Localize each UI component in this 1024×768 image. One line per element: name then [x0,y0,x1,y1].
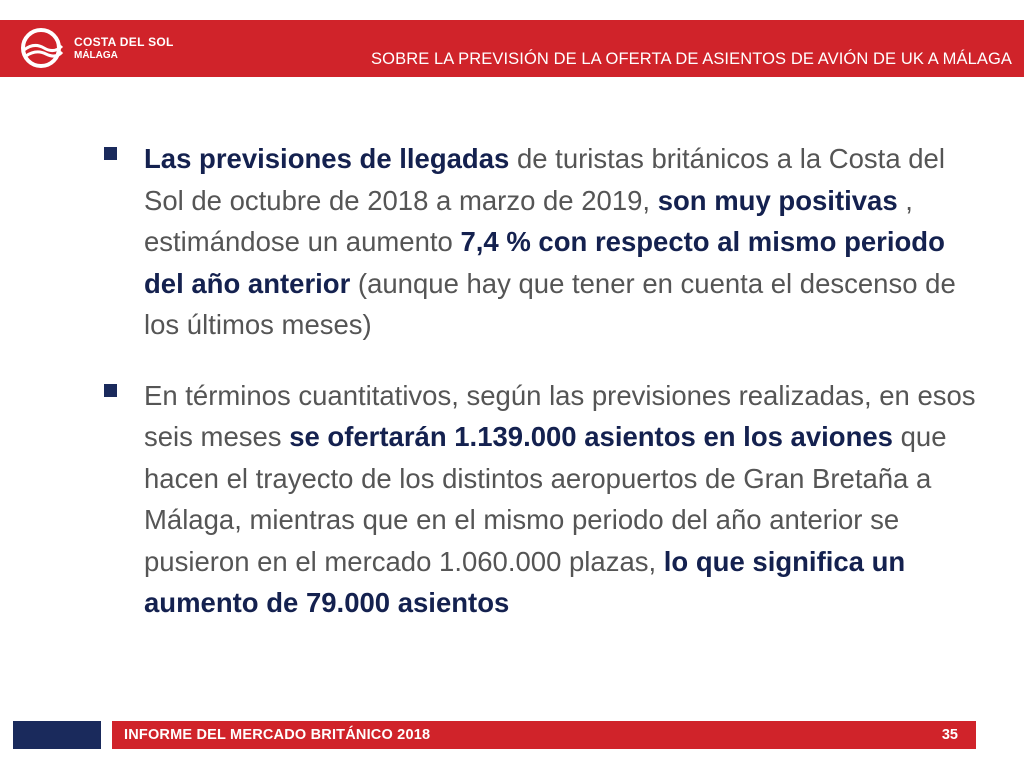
bullet-item [100,138,980,346]
logo-line-1: COSTA DEL SOL [74,34,174,49]
bullet-text [144,138,980,346]
emphasis-text: 7,4 % con respecto al mismo periodo del año anterior [144,226,945,299]
body-text: , estimándose un aumento [144,184,913,257]
bullet-list [100,138,980,624]
body-text: de turistas británicos a la Costa del Sol de octubre de 2018 a marzo de 2019, [144,143,945,216]
bullet-item [100,375,980,624]
footer-accent-block [13,721,101,749]
body-text: En términos cuantitativos, según las previsiones realizadas, en esos seis meses [144,379,976,452]
footer-bar [112,721,976,749]
bullet-square-icon [104,384,117,397]
body-text: que hacen el trayecto de los distintos aeropuertos de Gran Bretaña a Málaga, mientras que en el mismo periodo del año anterior se pusieron en el mercado 1.060.000 plazas, [144,421,947,577]
logo [14,28,174,68]
bullet-square-icon [104,147,117,160]
bullet-text [144,375,980,624]
emphasis-text: se ofertarán 1.139.000 asientos en los aviones [289,421,893,452]
header-bar [0,20,1024,77]
costa-del-sol-logo-icon [14,28,68,68]
footer-title: INFORME DEL MERCADO BRITÁNICO 2018 [124,727,431,743]
body-text: (aunque hay que tener en cuenta el descenso de los últimos meses) [144,267,956,340]
emphasis-text: lo que significa un aumento de 79.000 asientos [144,545,906,618]
logo-line-2: MÁLAGA [74,49,118,61]
emphasis-text: son muy positivas [657,184,898,216]
emphasis-text: Las previsiones de llegadas [144,143,510,174]
page-title: SOBRE LA PREVISIÓN DE LA OFERTA DE ASIENTOS DE AVIÓN DE UK A MÁLAGA [371,50,1012,68]
page-number: 35 [941,727,958,743]
